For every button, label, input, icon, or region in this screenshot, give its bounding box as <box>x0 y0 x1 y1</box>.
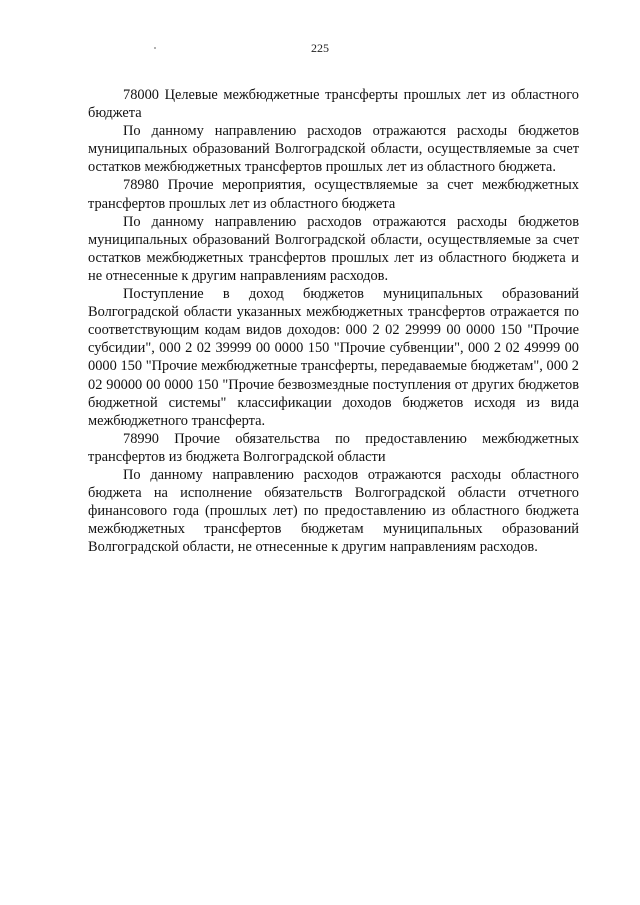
section-heading-78980: 78980 Прочие мероприятия, осуществляемые за счет межбюджетных трансфертов прошлых лет из областного бюджета <box>88 177 579 212</box>
document-body <box>88 86 579 556</box>
section-heading-78990: 78990 Прочие обязательства по предоставлению межбюджетных трансфертов из бюджета Волгоградской области <box>88 430 579 465</box>
paragraph-78000-description: По данному направлению расходов отражаются расходы бюджетов муниципальных образований Волгоградской области, осуществляемые за счет остатков межбюджетных трансфертов прошлых лет из областного бюджета. <box>88 123 579 176</box>
paragraph-income-codes: Поступление в доход бюджетов муниципальных образований Волгоградской области указанных межбюджетных трансфертов отражается по соответствующим кодам видов доходов: 000 2 02 29999 00 0000 150 "Прочие субсидии", 000 2 02 39999 00 0000 150 "Прочие субвенции", 000 2 02 49999 00 0000 150 "Прочие межбюджетные трансферты, передаваемые бюджетам", 000 2 02 90000 00 0000 150 "Прочие безвозмездные поступления от других бюджетов бюджетной системы" классификации доходов бюджетов исходя из вида межбюджетного трансферта. <box>88 286 579 429</box>
paragraph-78990-description: По данному направлению расходов отражаются расходы областного бюджета на исполнение обязательств Волгоградской области отчетного финансового года (прошлых лет) по предоставлению из областного бюджета межбюджетных трансфертов бюджетам муниципальных образований Волгоградской области, не отнесенные к другим направлениям расходов. <box>88 466 579 556</box>
paragraph-78980-description: По данному направлению расходов отражаются расходы бюджетов муниципальных образований Волгоградской области, осуществляемые за счет остатков межбюджетных трансфертов прошлых лет из областного бюджета и не отнесенные к другим направлениям расходов. <box>88 213 579 284</box>
scan-speck <box>154 47 156 49</box>
page-number: 225 <box>311 41 329 55</box>
section-heading-78000: 78000 Целевые межбюджетные трансферты прошлых лет из областного бюджета <box>88 87 579 122</box>
